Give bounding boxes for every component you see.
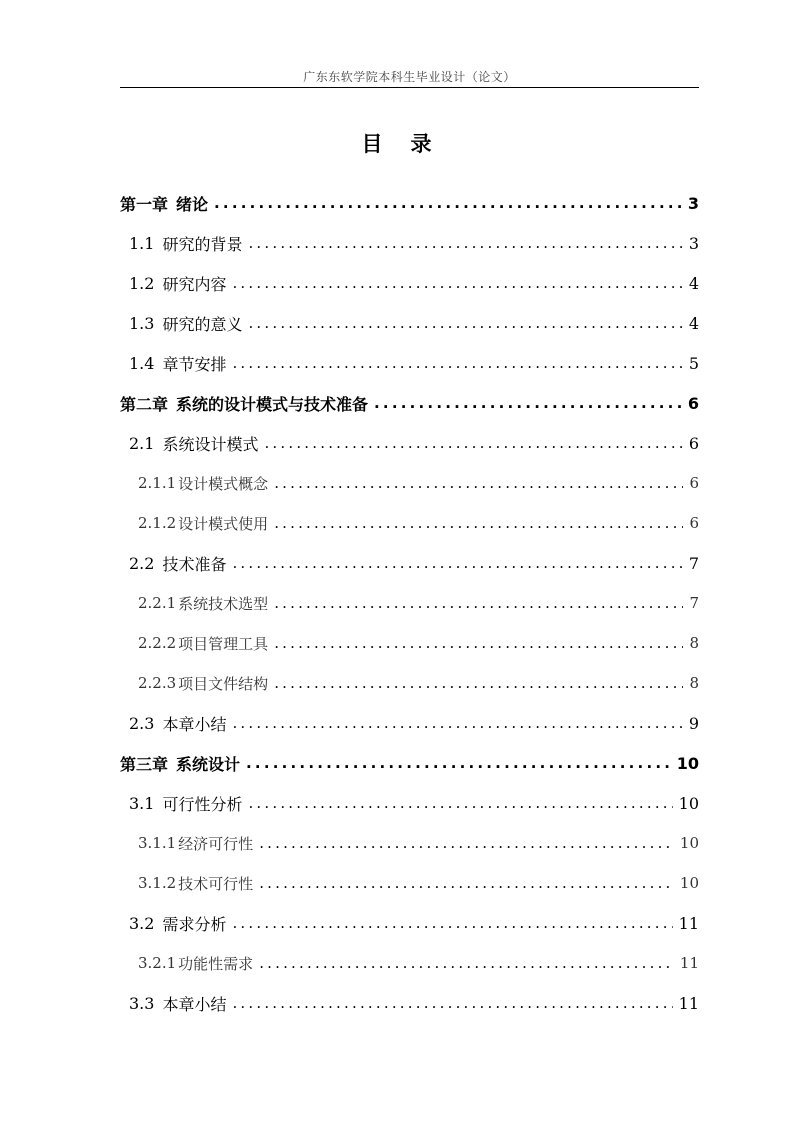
toc-dot-leader — [259, 833, 674, 853]
toc-entry-label: 本章小结 — [162, 714, 227, 734]
toc-entry-label: 经济可行性 — [178, 834, 254, 853]
toc-entry[interactable] — [120, 703, 699, 743]
toc-entry[interactable] — [120, 223, 699, 263]
toc-entry[interactable] — [120, 183, 699, 223]
toc-entry-number: 1.1 — [129, 233, 155, 253]
toc-entry-number: 第三章 — [120, 754, 169, 774]
toc-dot-leader — [232, 713, 682, 733]
toc-entry-number: 1.2 — [129, 273, 155, 293]
toc-entry-label: 绪论 — [176, 194, 209, 214]
toc-entry[interactable] — [120, 303, 699, 343]
toc-entry-page: 6 — [687, 393, 699, 413]
toc-entry-label: 功能性需求 — [178, 954, 254, 973]
toc-entry-page: 4 — [688, 273, 699, 293]
toc-dot-leader — [232, 353, 682, 373]
toc-entry[interactable] — [120, 583, 699, 623]
page-header: 广东东软学院本科生毕业设计（论文） — [303, 70, 516, 84]
toc-dot-leader — [246, 753, 671, 773]
toc-entry-number: 第二章 — [120, 394, 169, 414]
toc-entry[interactable] — [120, 263, 699, 303]
toc-dot-leader — [274, 473, 683, 493]
toc-entry-label: 可行性分析 — [162, 794, 243, 814]
toc-dot-leader — [259, 873, 674, 893]
toc-entry-page: 7 — [688, 553, 699, 573]
toc-dot-leader — [232, 553, 682, 573]
toc-entry-label: 研究内容 — [162, 274, 227, 294]
toc-dot-leader — [274, 593, 683, 613]
toc-entry-page: 3 — [687, 193, 699, 213]
toc-entry-page: 8 — [689, 634, 699, 652]
toc-entry[interactable] — [120, 983, 699, 1023]
toc-entry[interactable] — [120, 903, 699, 943]
toc-entry-number: 3.2.1 — [138, 954, 177, 972]
toc-entry-number: 2.3 — [129, 713, 155, 733]
toc-entry-label: 项目文件结构 — [178, 674, 269, 693]
toc-entry[interactable] — [120, 423, 699, 463]
toc-entry-page: 6 — [688, 433, 699, 453]
toc-entry-label: 研究的意义 — [162, 314, 243, 334]
toc-entry-label: 系统的设计模式与技术准备 — [176, 394, 369, 414]
toc-entry-page: 4 — [688, 313, 699, 333]
toc-entry[interactable] — [120, 823, 699, 863]
toc-entry-number: 3.1 — [129, 793, 155, 813]
toc-entry-label: 需求分析 — [162, 914, 227, 934]
toc-entry[interactable] — [120, 863, 699, 903]
toc-entry-page: 3 — [688, 233, 699, 253]
toc-entry-number: 3.1.2 — [138, 874, 177, 892]
toc-entry[interactable] — [120, 783, 699, 823]
toc-dot-leader — [232, 913, 672, 933]
toc-entry-number: 2.2.1 — [138, 594, 177, 612]
toc-entry-page: 6 — [689, 474, 699, 492]
toc-entry-number: 1.4 — [129, 353, 155, 373]
toc-dot-leader — [374, 393, 682, 413]
toc-entry-label: 章节安排 — [162, 354, 227, 374]
toc-entry-label: 技术准备 — [162, 554, 227, 574]
toc-entry-page: 5 — [688, 353, 699, 373]
toc-entry-page: 10 — [678, 793, 699, 813]
toc-entry-number: 3.2 — [129, 913, 155, 933]
toc-entry-label: 系统技术选型 — [178, 594, 269, 613]
toc-dot-leader — [274, 673, 683, 693]
header-divider — [120, 87, 699, 88]
toc-entry-number: 2.1.2 — [138, 514, 177, 532]
toc-entry[interactable] — [120, 383, 699, 423]
toc-dot-leader — [248, 793, 672, 813]
toc-entry-number: 2.2.2 — [138, 634, 177, 652]
toc-entry[interactable] — [120, 743, 699, 783]
toc-dot-leader — [274, 513, 683, 533]
toc-dot-leader — [274, 633, 683, 653]
toc-dot-leader — [248, 313, 682, 333]
toc-entry-label: 本章小结 — [162, 994, 227, 1014]
toc-dot-leader — [232, 993, 672, 1013]
toc-entry-page: 11 — [678, 913, 699, 933]
toc-entry[interactable] — [120, 503, 699, 543]
toc-entry-label: 设计模式使用 — [178, 514, 269, 533]
toc-entry[interactable] — [120, 543, 699, 583]
toc-dot-leader — [248, 233, 682, 253]
toc-entry-label: 设计模式概念 — [178, 474, 269, 493]
toc-entry-number: 2.1 — [129, 433, 155, 453]
toc-entry-page: 11 — [679, 954, 699, 972]
toc-entry[interactable] — [120, 343, 699, 383]
toc-entry-number: 第一章 — [120, 194, 169, 214]
toc-entry-page: 6 — [689, 514, 699, 532]
toc-entry-number: 2.2 — [129, 553, 155, 573]
toc-entry-page: 9 — [688, 713, 699, 733]
toc-entry-number: 3.1.1 — [138, 834, 177, 852]
toc-entry-label: 研究的背景 — [162, 234, 243, 254]
toc-entry-label: 系统设计 — [176, 754, 241, 774]
toc-entry-number: 3.3 — [129, 993, 155, 1013]
toc-entry-page: 8 — [689, 674, 699, 692]
toc-dot-leader — [214, 193, 682, 213]
toc-entry-label: 项目管理工具 — [178, 634, 269, 653]
toc-entry-number: 2.1.1 — [138, 474, 177, 492]
toc-dot-leader — [259, 953, 674, 973]
toc-entry-label: 系统设计模式 — [162, 434, 259, 454]
toc-entry-page: 10 — [679, 874, 699, 892]
toc-entry-page: 11 — [678, 993, 699, 1013]
toc-entry-number: 1.3 — [129, 313, 155, 333]
toc-entry-label: 技术可行性 — [178, 874, 254, 893]
toc-entry-page: 7 — [689, 594, 699, 612]
toc-entry-number: 2.2.3 — [138, 674, 177, 692]
toc-dot-leader — [232, 273, 682, 293]
toc-entry[interactable] — [120, 663, 699, 703]
toc-entry-page: 10 — [676, 753, 699, 773]
toc-entry[interactable] — [120, 623, 699, 663]
toc-title: 目录 — [361, 132, 460, 156]
toc-entry[interactable] — [120, 463, 699, 503]
table-of-contents — [120, 183, 699, 1023]
toc-dot-leader — [264, 433, 682, 453]
toc-entry[interactable] — [120, 943, 699, 983]
toc-entry-page: 10 — [679, 834, 699, 852]
